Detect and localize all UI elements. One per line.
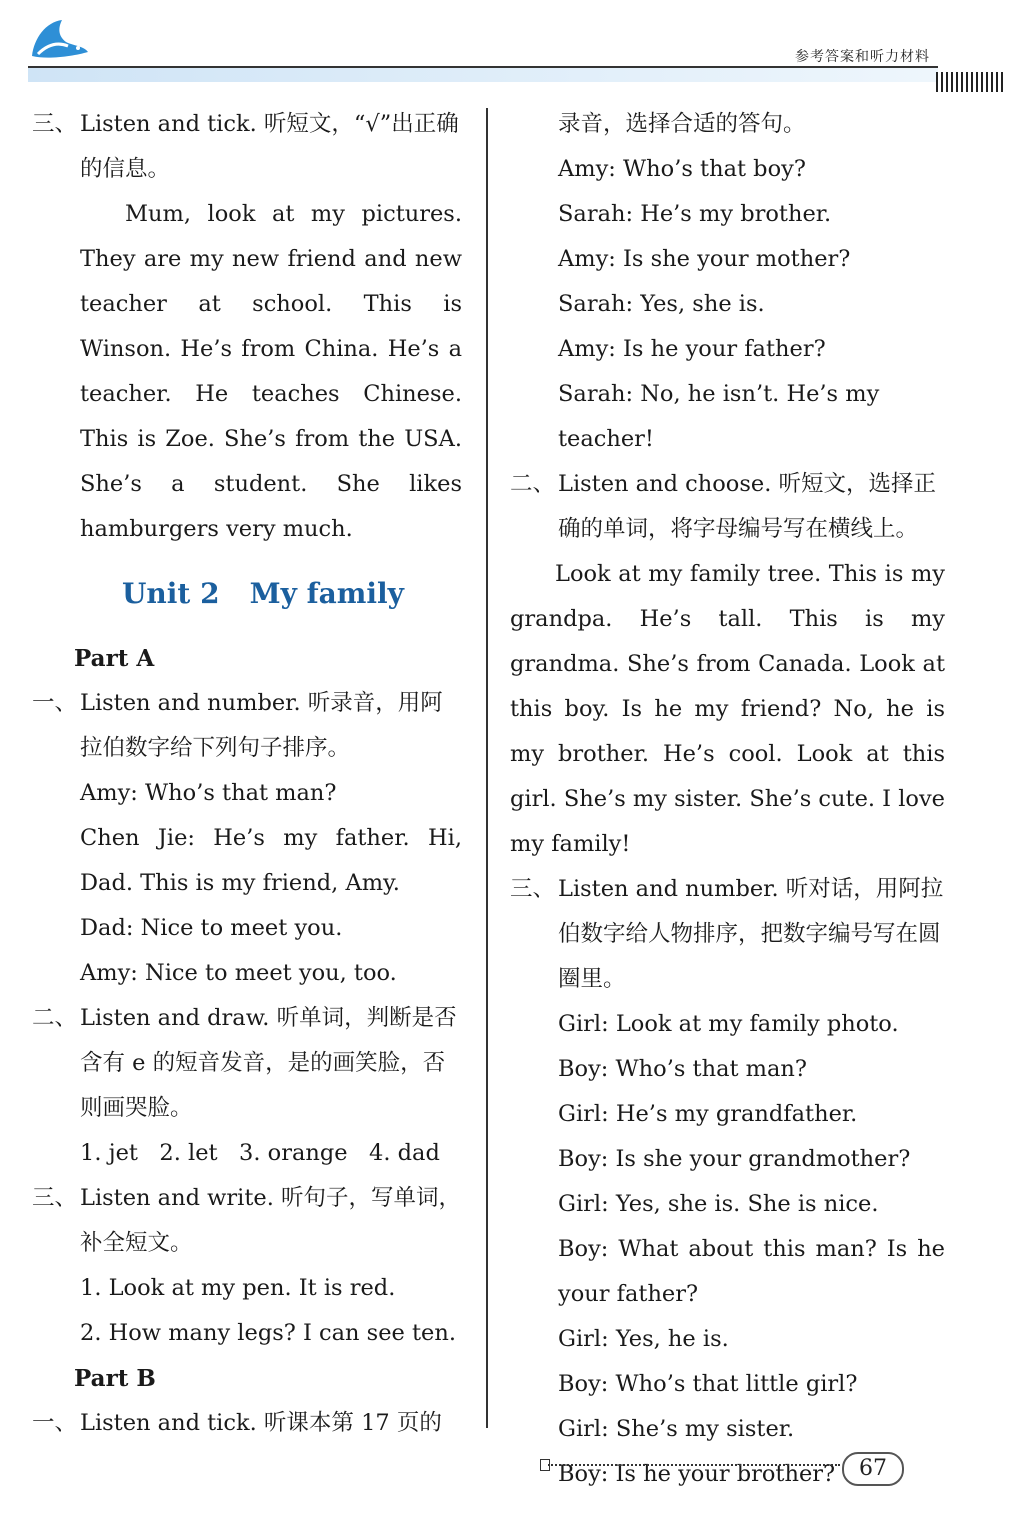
word-list: 1. jet 2. let 3. orange 4. dad: [80, 1140, 440, 1166]
section-number: 二、: [32, 1005, 78, 1031]
section-number: 三、: [510, 876, 556, 902]
dialog-line: Chen Jie: He’s my father. Hi, Dad. This is my friend, Amy.: [80, 825, 462, 896]
section-instruction: Listen and draw. 听单词，判断是否含有 e 的短音发音，是的画笑脸，否则画哭脸。: [80, 1005, 457, 1121]
sentence-line: 1. Look at my pen. It is red.: [80, 1275, 396, 1301]
left-column: [32, 102, 462, 1446]
unit-number: Unit 2: [122, 577, 220, 610]
part-b-heading: Part B: [74, 1365, 156, 1392]
unit-name: My family: [249, 577, 404, 610]
dialog-line: Girl: Yes, he is.: [558, 1326, 729, 1352]
section-number: 三、: [32, 111, 78, 137]
bird-logo-icon: [28, 16, 90, 64]
column-divider: [486, 108, 488, 1428]
sentence-line: 2. How many legs? I can see ten.: [80, 1320, 457, 1346]
section-instruction: Listen and tick. 听课本第 17 页的: [80, 1410, 442, 1436]
section-instruction-continued: 录音，选择合适的答句。: [558, 111, 806, 137]
dialog-line: Sarah: He’s my brother.: [558, 201, 832, 227]
dialog-line: Girl: Yes, she is. She is nice.: [558, 1191, 879, 1217]
section-instruction: Listen and tick. 听短文，“√”出正确的信息。: [80, 111, 459, 182]
dialog-line: Amy: Who’s that boy?: [558, 156, 806, 182]
dialog-line: Boy: Who’s that man?: [558, 1056, 807, 1082]
dialog-line: Girl: Look at my family photo.: [558, 1011, 899, 1037]
part-a-heading: Part A: [74, 645, 155, 672]
section-number: 一、: [32, 1410, 78, 1436]
listening-passage: Mum, look at my pictures. They are my new friend and new teacher at school. This is Winson. He’s from China. He’s a teacher. He teaches Chinese. This is Zoe. She’s from the USA. She’s a student. She likes hamburgers very much.: [80, 201, 462, 542]
section-instruction: Listen and choose. 听短文，选择正确的单词，将字母编号写在横线上。: [558, 471, 936, 542]
section-listen-number: [32, 681, 462, 771]
section-listen-tick-b: [32, 1401, 462, 1446]
dialog-line: Sarah: No, he isn’t. He’s my teacher!: [558, 381, 880, 452]
edge-marks: [936, 72, 1003, 92]
unit-heading: [122, 564, 462, 624]
section-listen-number-b: [510, 867, 945, 1002]
right-column: [510, 102, 945, 1497]
header-title: 参考答案和听力材料: [795, 49, 930, 65]
dialog-line: Sarah: Yes, she is.: [558, 291, 765, 317]
listening-passage: Look at my family tree. This is my grandpa. He’s tall. This is my grandma. She’s from Canada. Look at this boy. Is he my friend? No, he is my brother. He’s cool. Look at this girl. She’s my sister. She’s cute. I love my family!: [510, 561, 945, 857]
section-listen-draw: [32, 996, 462, 1131]
section-number: 二、: [510, 471, 556, 497]
section-instruction: Listen and number. 听对话，用阿拉伯数字给人物排序，把数字编号写在圆圈里。: [558, 876, 944, 992]
page-number: 67: [842, 1452, 904, 1486]
section-instruction: Listen and number. 听录音，用阿拉伯数字给下列句子排序。: [80, 690, 443, 761]
header-rule: [28, 66, 938, 68]
dialog-line: Boy: Is she your grandmother?: [558, 1146, 911, 1172]
section-number: 三、: [32, 1185, 78, 1211]
dialog-line: Amy: Nice to meet you, too.: [80, 960, 397, 986]
footer-dotted-rule: [548, 1464, 840, 1466]
section-listen-tick-a: [32, 102, 462, 192]
dialog-line: Amy: Is he your father?: [558, 336, 826, 362]
page-header: [0, 0, 1018, 100]
dialog-line: Amy: Is she your mother?: [558, 246, 851, 272]
header-band: [28, 66, 938, 82]
dialog-line: Boy: What about this man? Is he your father?: [558, 1236, 945, 1307]
dialog-line: Boy: Who’s that little girl?: [558, 1371, 858, 1397]
dialog-line: Amy: Who’s that man?: [80, 780, 337, 806]
dialog-line: Girl: She’s my sister.: [558, 1416, 795, 1442]
section-number: 一、: [32, 690, 78, 716]
section-listen-choose: [510, 462, 945, 552]
dialog-line: Dad: Nice to meet you.: [80, 915, 343, 941]
dialog-line: Girl: He’s my grandfather.: [558, 1101, 858, 1127]
dialog-line: Boy: Is he your brother?: [558, 1461, 836, 1487]
section-listen-write: [32, 1176, 462, 1266]
section-instruction: Listen and write. 听句子，写单词，补全短文。: [80, 1185, 462, 1256]
